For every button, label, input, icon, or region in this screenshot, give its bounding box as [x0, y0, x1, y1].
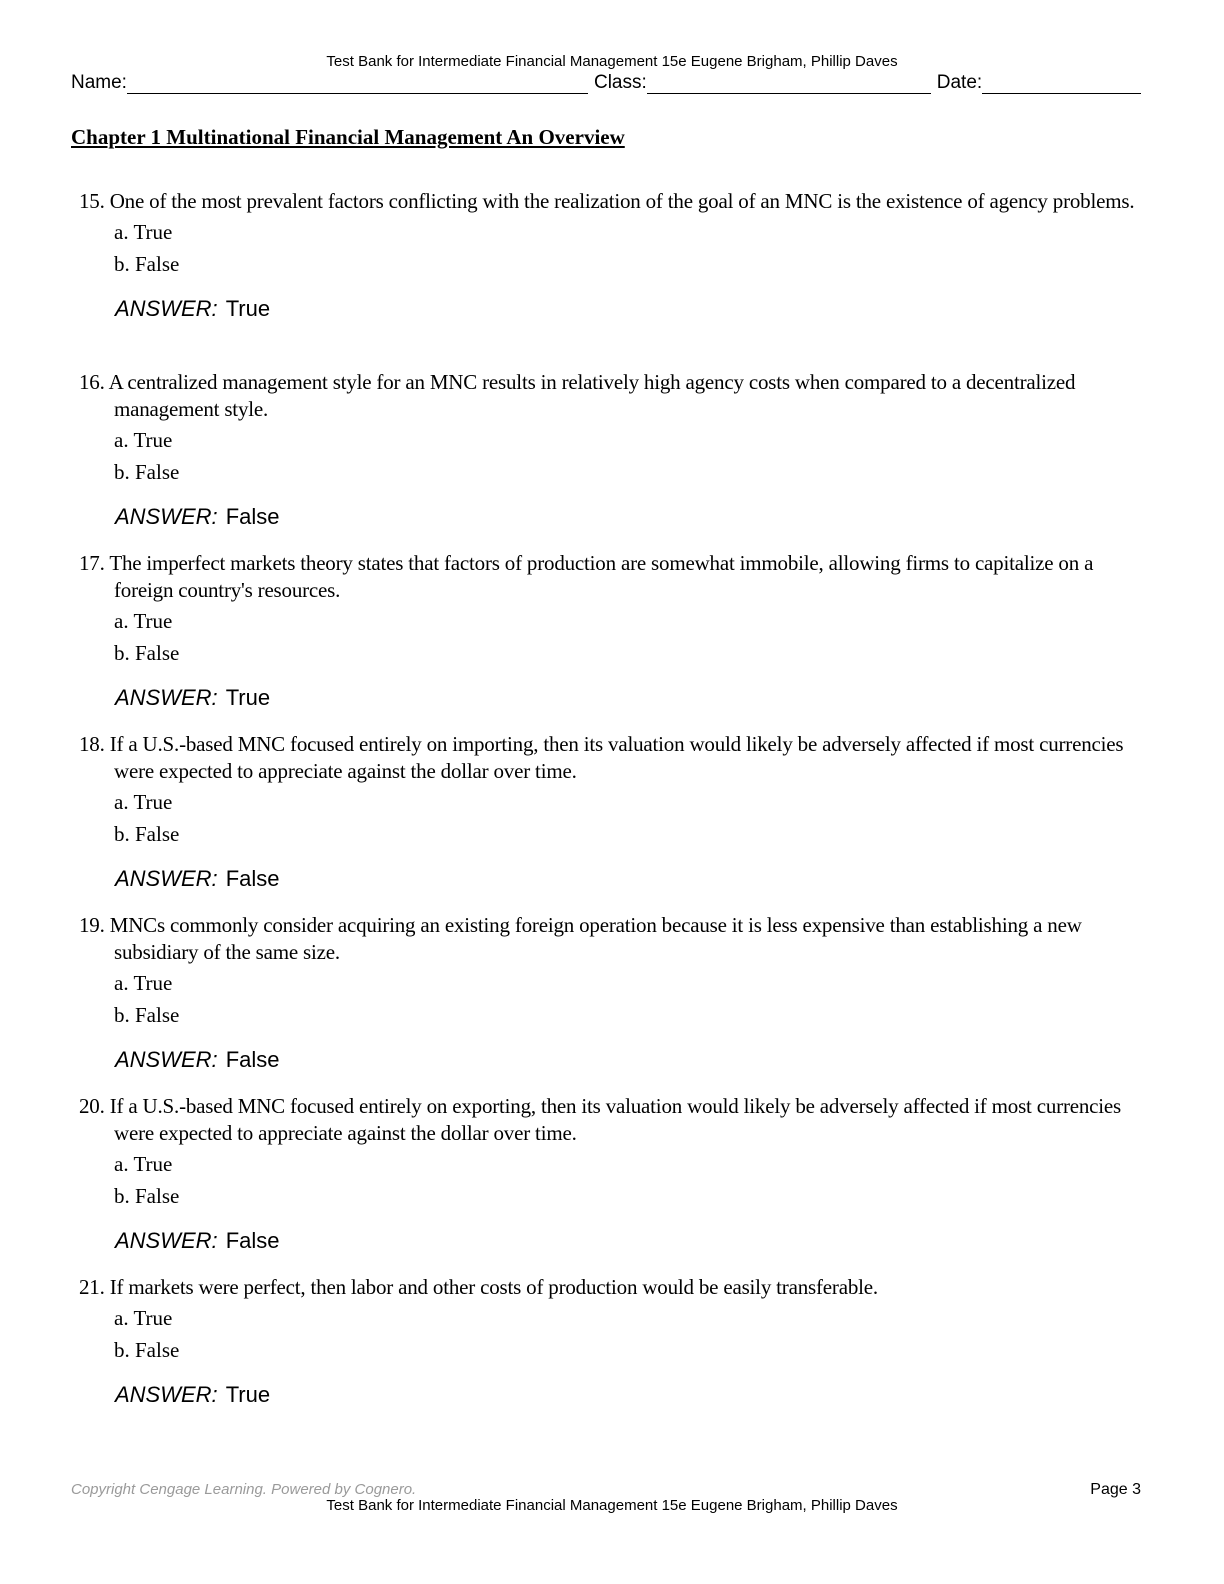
question-text — [71, 1274, 1143, 1301]
class-label: Class: — [593, 72, 647, 93]
answer-line — [115, 1382, 1143, 1408]
answer-label: ANSWER: — [115, 1228, 218, 1253]
option-b: b. False — [114, 1003, 180, 1027]
name-field-line — [127, 72, 588, 94]
option-b: b. False — [114, 641, 180, 665]
name-label: Name: — [71, 72, 127, 93]
option-b: b. False — [114, 252, 180, 276]
question-text — [71, 912, 1143, 966]
question-text — [71, 188, 1143, 215]
answer-label: ANSWER: — [115, 1382, 218, 1407]
question-number: 19. — [79, 913, 105, 937]
class-field-line — [647, 72, 931, 94]
question-number: 21. — [79, 1275, 105, 1299]
question-body: The imperfect markets theory states that factors of production are somewhat immobile, allowing firms to capitalize on a foreign country's resources. — [109, 551, 1094, 602]
question-item — [71, 550, 1143, 731]
question-item — [71, 1093, 1143, 1274]
answer-line — [115, 685, 1143, 711]
option-a: a. True — [114, 1152, 173, 1176]
answer-value: True — [225, 296, 271, 321]
question-body: A centralized management style for an MNC results in relatively high agency costs when compared to a decentralized management style. — [108, 370, 1076, 421]
answer-line — [115, 1047, 1143, 1073]
option-a: a. True — [114, 1306, 173, 1330]
answer-value: False — [225, 504, 280, 529]
question-item — [71, 731, 1143, 912]
question-text — [71, 550, 1143, 604]
option-b: b. False — [114, 460, 180, 484]
question-number: 17. — [79, 551, 105, 575]
answer-line — [115, 504, 1143, 530]
option-a: a. True — [114, 609, 173, 633]
page-number: Page 3 — [1090, 1481, 1141, 1498]
option-b: b. False — [114, 1184, 180, 1208]
answer-line — [115, 296, 1143, 322]
answer-value: True — [225, 1382, 271, 1407]
option-a: a. True — [114, 790, 173, 814]
option-a: a. True — [114, 971, 173, 995]
answer-label: ANSWER: — [115, 296, 218, 321]
question-body: If a U.S.-based MNC focused entirely on importing, then its valuation would likely be adversely affected if most currencies were expected to appreciate against the dollar over time. — [109, 732, 1124, 783]
option-b: b. False — [114, 822, 180, 846]
copyright-notice: Copyright Cengage Learning. Powered by Cognero. — [71, 1481, 417, 1498]
answer-value: False — [225, 866, 280, 891]
answer-line — [115, 866, 1143, 892]
answer-value: False — [225, 1047, 280, 1072]
date-field-line — [982, 72, 1141, 94]
question-number: 20. — [79, 1094, 105, 1118]
option-b: b. False — [114, 1338, 180, 1362]
question-body: One of the most prevalent factors conflicting with the realization of the goal of an MNC is the existence of agency problems. — [109, 189, 1135, 213]
question-number: 18. — [79, 732, 105, 756]
question-text — [71, 369, 1143, 423]
question-text — [71, 1093, 1143, 1147]
date-label: Date: — [936, 72, 983, 93]
document-footer: Test Bank for Intermediate Financial Management 15e Eugene Brigham, Phillip Daves — [326, 1497, 898, 1514]
answer-value: True — [225, 685, 271, 710]
question-item — [71, 188, 1143, 369]
answer-label: ANSWER: — [115, 504, 218, 529]
option-a: a. True — [114, 220, 173, 244]
answer-label: ANSWER: — [115, 685, 218, 710]
option-a: a. True — [114, 428, 173, 452]
question-item — [71, 369, 1143, 550]
question-item — [71, 912, 1143, 1093]
chapter-title: Chapter 1 Multinational Financial Management An Overview — [71, 125, 625, 149]
question-number: 15. — [79, 189, 105, 213]
question-body: MNCs commonly consider acquiring an existing foreign operation because it is less expensive than establishing a new subsidiary of the same size. — [109, 913, 1082, 964]
student-info-row — [71, 72, 1141, 94]
question-list — [71, 188, 1143, 1424]
answer-value: False — [225, 1228, 280, 1253]
question-body: If markets were perfect, then labor and other costs of production would be easily transferable. — [109, 1275, 878, 1299]
answer-label: ANSWER: — [115, 866, 218, 891]
answer-line — [115, 1228, 1143, 1254]
document-header: Test Bank for Intermediate Financial Management 15e Eugene Brigham, Phillip Daves — [326, 53, 898, 70]
question-text — [71, 731, 1143, 785]
answer-label: ANSWER: — [115, 1047, 218, 1072]
question-number: 16. — [79, 370, 105, 394]
question-body: If a U.S.-based MNC focused entirely on exporting, then its valuation would likely be adversely affected if most currencies were expected to appreciate against the dollar over time. — [109, 1094, 1122, 1145]
question-item — [71, 1274, 1143, 1424]
